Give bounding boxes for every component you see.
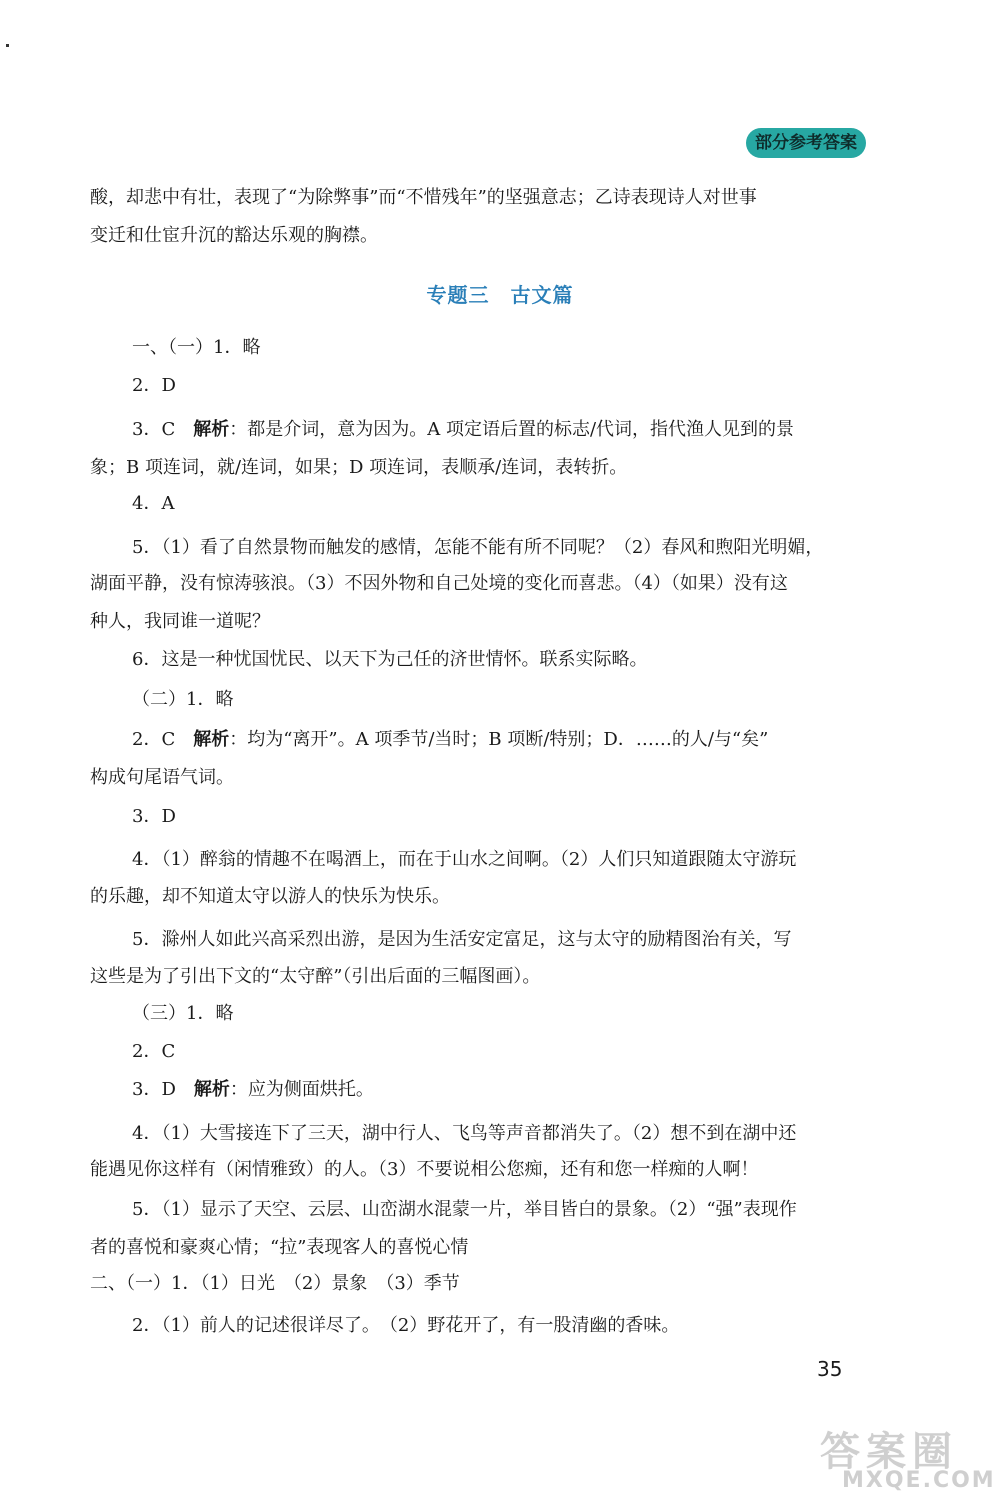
answer-line <box>132 1078 374 1102</box>
answer-badge: 部分参考答案 <box>746 128 866 158</box>
answer-number: 2．C <box>132 729 194 750</box>
answer-line <box>132 728 768 752</box>
answer-line: 的乐趣，却不知道太守以游人的快乐为快乐。 <box>90 886 450 907</box>
analysis-label: 解析 <box>193 729 230 750</box>
watermark-url: MXQE.COM <box>842 1468 996 1493</box>
answer-line: 5．（1）看了自然景物而触发的感情，怎能不能有所不同呢？（2）春风和煦阳光明媚， <box>132 537 824 558</box>
answer-line: 2．C <box>132 1041 176 1062</box>
answer-line: 2．（1）前人的记述很详尽了。 （2）野花开了，有一股清幽的香味。 <box>132 1315 680 1336</box>
answer-line: 种人，我同谁一道呢？ <box>90 611 270 632</box>
answer-line: 这些是为了引出下文的“太守醉”（引出后面的三幅图画）。 <box>90 966 541 987</box>
answer-number: 3．D <box>132 1079 194 1100</box>
answer-line: 6．这是一种忧国忧民、以天下为己任的济世情怀。联系实际略。 <box>132 649 648 670</box>
answer-line: 5．（1）显示了天空、云层、山峦湖水混蒙一片，举目皆白的景象。（2）“强”表现作 <box>132 1199 797 1220</box>
answer-line: 3．D <box>132 806 176 827</box>
corner-mark <box>6 44 9 47</box>
analysis-text: ：都是介词，意为因为。A 项定语后置的标志/代词，指代渔人见到的景 <box>229 419 795 440</box>
answer-line: 象；B 项连词，就/连词，如果；D 项连词，表顺承/连词，表转折。 <box>90 457 628 478</box>
answer-line: 5．滁州人如此兴高采烈出游，是因为生活安定富足，这与太守的励精图治有关，写 <box>132 929 792 950</box>
answer-line <box>132 418 794 442</box>
answer-number: 3．C <box>132 419 194 440</box>
analysis-text: ：应为侧面烘托。 <box>229 1079 374 1100</box>
answer-line: 2．D <box>132 375 176 396</box>
answer-line: 者的喜悦和豪爽心情；“拉”表现客人的喜悦心情 <box>90 1237 469 1258</box>
intro-line: 酸，却悲中有壮，表现了“为除弊事”而“不惜残年”的坚强意志；乙诗表现诗人对世事 <box>90 187 757 208</box>
answer-line: （三）1．略 <box>132 1003 234 1024</box>
watermark-logo <box>820 1420 996 1500</box>
answer-line: 4．（1）大雪接连下了三天，湖中行人、飞鸟等声音都消失了。（2）想不到在湖中还 <box>132 1123 797 1144</box>
analysis-label: 解析 <box>193 1079 230 1100</box>
section-title: 专题三 古文篇 <box>426 283 574 307</box>
watermark-text: 答案圈 <box>820 1429 958 1475</box>
analysis-text: ：均为“离开”。A 项季节/当时；B 项断/特别；D．……的人/与“矣” <box>229 729 769 750</box>
page-number: 35 <box>817 1357 843 1381</box>
analysis-label: 解析 <box>193 419 230 440</box>
intro-line: 变迁和仕宦升沉的豁达乐观的胸襟。 <box>90 225 378 246</box>
answer-line: 4．A <box>132 493 175 514</box>
answer-line: （二）1．略 <box>132 689 234 710</box>
answer-line: 4．（1）醉翁的情趣不在喝酒上，而在于山水之间啊。（2）人们只知道跟随太守游玩 <box>132 849 797 870</box>
answer-line: 一、（一）1．略 <box>132 337 261 358</box>
answer-line: 二、（一）1．（1）日光 （2）景象 （3）季节 <box>90 1273 460 1294</box>
answer-line: 能遇见你这样有（闲情雅致）的人。（3）不要说相公您痴，还有和您一样痴的人啊！ <box>90 1159 759 1180</box>
answer-line: 构成句尾语气词。 <box>90 767 234 788</box>
answer-line: 湖面平静，没有惊涛骇浪。（3）不因外物和自己处境的变化而喜悲。（4）（如果）没有这 <box>90 573 788 594</box>
